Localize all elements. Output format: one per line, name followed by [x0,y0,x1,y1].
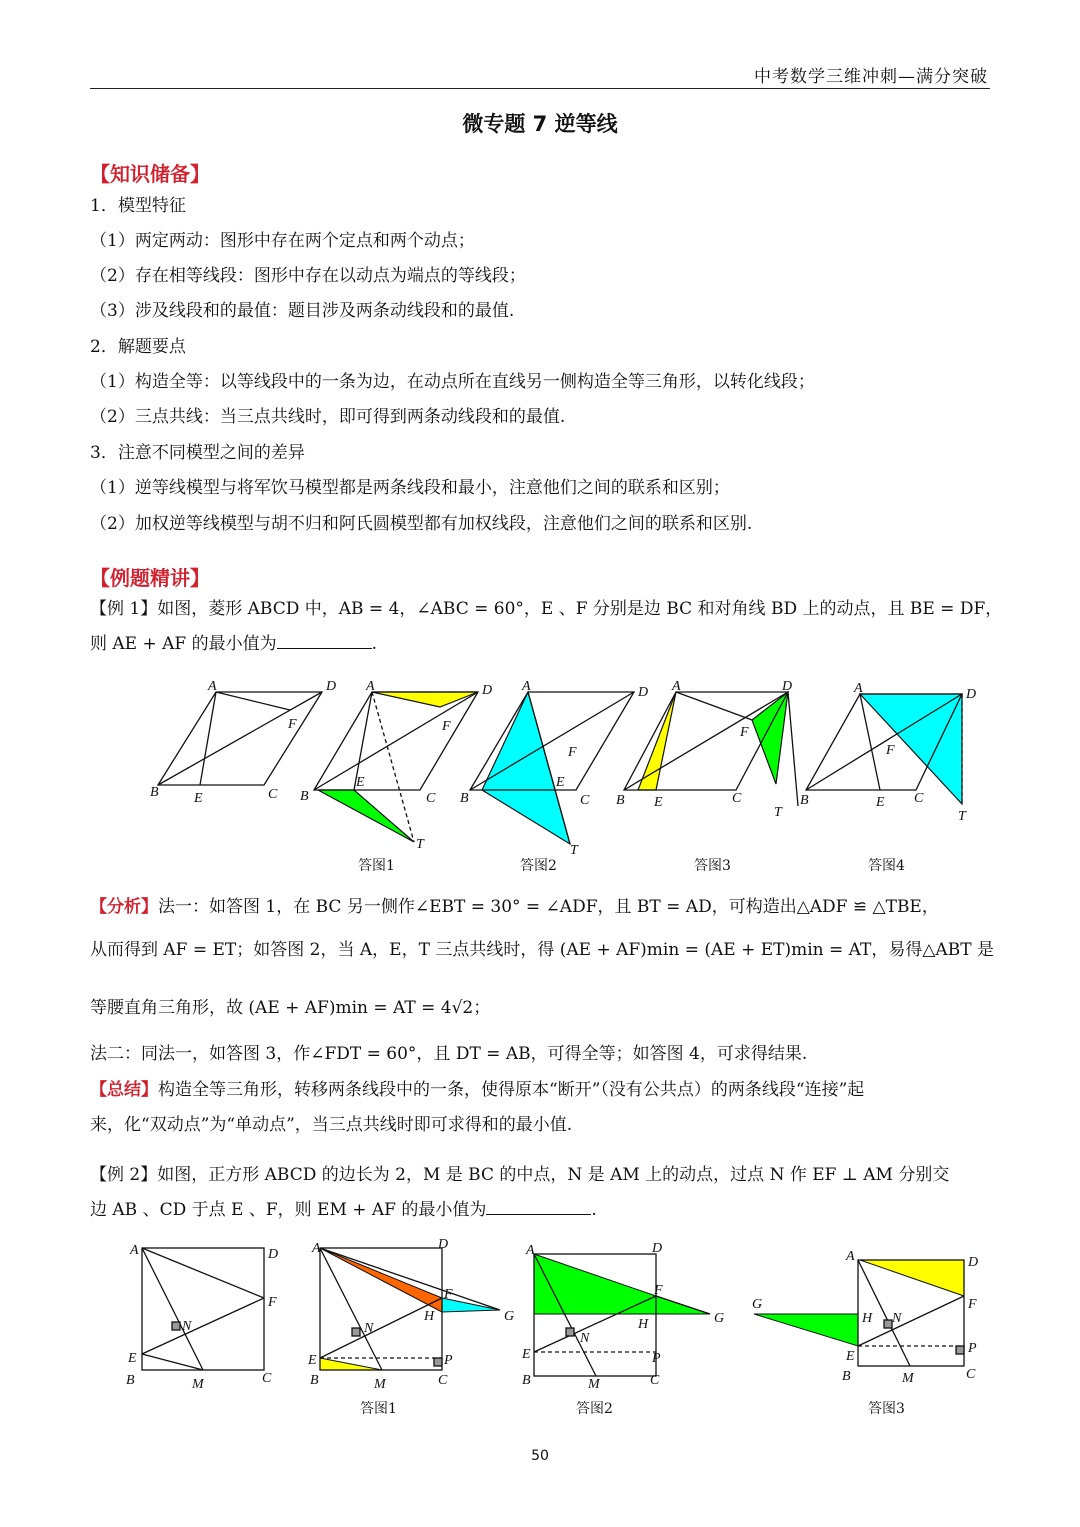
ex2f1-label-F: F [268,1295,277,1310]
ex1-figure-4 [624,692,798,806]
ex2-caption-2: 答图2 [576,1401,613,1417]
knowledge-line-2: （1）两定两动：图形中存在两个定点和两个动点； [90,231,475,251]
ex2f1-label-E: E [128,1351,137,1366]
ex1f1-label-D: D [326,679,337,694]
ex1f4-label-D: D [782,679,793,694]
ex1f5-label-C: C [914,791,924,806]
ex2f1-label-C: C [262,1371,272,1386]
ex2f2-label-M: M [374,1377,386,1392]
answer-blank-2 [486,1200,591,1215]
ex1f4-label-F: F [740,725,749,740]
ex1f4-label-B: B [616,793,625,808]
ex2-figure-4 [754,1260,964,1366]
ex2f4-label-M: M [902,1371,914,1386]
ex2f4-label-F: F [968,1297,977,1312]
analysis-line-3: 等腰直角三角形，故 (AE + AF)min = AT = 4√2； [90,998,491,1018]
ex2f1-label-M: M [192,1377,204,1392]
ex1-caption-3: 答图3 [694,858,731,874]
summary-line-2: 来，化“双动点”为“单动点”，当三点共线时即可求得和的最小值. [90,1115,573,1135]
section-heading-knowledge: 【知识储备】 [90,162,210,186]
ex2f2-label-F: F [444,1287,453,1302]
ex1f2-label-F: F [442,719,451,734]
ex2f2-label-E: E [308,1353,317,1368]
ex2f2-label-B: B [310,1373,319,1388]
page-title: 微专题 7 逆等线 [462,112,618,136]
ex1f4-label-T: T [774,805,782,820]
ex2f4-label-P: P [968,1341,977,1356]
ex2-figure-1 [142,1248,264,1370]
ex2f4-label-G: G [752,1297,763,1312]
ex2f2-label-A: A [312,1241,321,1256]
ex1f3-label-B: B [460,791,469,806]
ex2f2-label-H: H [424,1309,435,1324]
ex2-caption-1: 答图1 [360,1401,397,1417]
ex2f3-label-H: H [638,1317,649,1332]
knowledge-line-6: （1）构造全等：以等线段中的一条为边，在动点所在直线另一侧构造全等三角形，以转化线段； [90,372,815,392]
section-heading-examples: 【例题精讲】 [90,566,210,590]
ex1f3-label-T: T [570,843,578,858]
analysis-line-2: 从而得到 AF = ET；如答图 2，当 A，E，T 三点共线时，得 (AE + AF)min = (AE + ET)min = AT，易得△ABT 是 [90,940,994,960]
ex2f2-label-G: G [504,1309,515,1324]
header-rule [90,88,990,89]
ex1f2-label-E: E [356,775,365,790]
ex2f4-label-H: H [862,1311,873,1326]
ex1-figure-5 [806,694,962,804]
ex1f5-label-A: A [854,681,863,696]
ex2f2-label-D: D [438,1237,449,1252]
ex2f3-label-C: C [650,1373,660,1388]
ex2f4-label-C: C [966,1367,976,1382]
ex2f3-label-N: N [580,1331,590,1346]
ex1f3-label-E: E [556,775,565,790]
ex2f1-label-N: N [182,1319,192,1334]
ex1f2-label-B: B [300,789,309,804]
ex1f4-label-C: C [732,791,742,806]
ex2f3-label-G: G [714,1311,725,1326]
knowledge-line-8: 3．注意不同模型之间的差异 [90,443,305,463]
ex2f3-label-M: M [588,1377,600,1392]
ex2f3-label-D: D [652,1241,663,1256]
ex2f1-label-D: D [268,1247,279,1262]
ex2-figure-3 [534,1254,710,1376]
ex1f3-label-D: D [638,685,649,700]
ex2f4-label-D: D [968,1255,979,1270]
ex2f3-label-A: A [526,1243,535,1258]
analysis-line-1: 【分析】法一：如答图 1，在 BC 另一侧作∠EBT = 30° = ∠ADF，且 BT = AD，可构造出△ADF ≌ △TBE， [90,897,939,917]
example1-figures [140,672,1000,877]
knowledge-line-1: 1．模型特征 [90,196,186,216]
running-header: 中考数学三维冲刺—满分突破 [754,67,988,87]
example1-line-1: 【例 1】如图，菱形 ABCD 中，AB = 4，∠ABC = 60°，E 、F 分别是边 BC 和对角线 BD 上的动点，且 BE = DF， [90,599,1003,619]
ex1f5-label-F: F [886,743,895,758]
ex1-caption-2: 答图2 [520,858,557,874]
knowledge-line-3: （2）存在相等线段：图形中存在以动点为端点的等线段； [90,266,526,286]
ex2f1-label-B: B [126,1373,135,1388]
ex1f1-label-F: F [288,717,297,732]
example2-line-1: 【例 2】如图，正方形 ABCD 的边长为 2，M 是 BC 的中点，N 是 AM 上的动点，过点 N 作 EF ⊥ AM 分别交 [90,1165,950,1185]
answer-blank [277,634,372,649]
ex2f1-label-A: A [130,1243,139,1258]
ex1f1-label-E: E [194,791,203,806]
ex1f2-label-A: A [366,679,375,694]
ex1-figure-2 [314,692,478,842]
ex1f5-label-E: E [876,795,885,810]
ex2f4-label-N: N [892,1311,902,1326]
ex1f4-label-E: E [654,795,663,810]
page-number: 50 [531,1448,549,1464]
ex2-figure-2 [320,1248,500,1370]
example2-line-2: 边 AB 、CD 于点 E 、F，则 EM + AF 的最小值为 . [90,1200,597,1220]
ex2f2-label-N: N [364,1321,374,1336]
ex2f3-label-F: F [654,1283,663,1298]
ex2f3-label-P: P [652,1351,661,1366]
ex2f3-label-B: B [522,1373,531,1388]
ex2f2-label-P: P [444,1353,453,1368]
ex1f1-label-B: B [150,785,159,800]
knowledge-line-9: （1）逆等线模型与将军饮马模型都是两条线段和最小，注意他们之间的联系和区别； [90,478,730,498]
ex2f4-label-B: B [842,1369,851,1384]
ex1f2-label-C: C [426,791,436,806]
ex1f2-label-T: T [416,837,424,852]
ex2f4-label-E: E [846,1349,855,1364]
knowledge-line-5: 2．解题要点 [90,337,186,357]
example2-figures [120,1236,1000,1406]
ex1f3-label-C: C [580,793,590,808]
ex1f1-label-C: C [268,787,278,802]
knowledge-line-4: （3）涉及线段和的最值：题目涉及两条动线段和的最值. [90,301,515,321]
ex1f5-label-B: B [800,793,809,808]
ex1f3-label-F: F [568,745,577,760]
ex1f2-label-D: D [482,683,493,698]
ex2f3-label-E: E [522,1347,531,1362]
ex1-figure-3 [470,692,634,844]
ex1f1-label-A: A [208,679,217,694]
ex2f2-label-C: C [438,1373,448,1388]
analysis-line-4: 法二：同法一，如答图 3，作∠FDT = 60°，且 DT = AB，可得全等；如答图 4，可求得结果. [90,1044,808,1064]
ex1f4-label-A: A [672,679,681,694]
ex2f4-label-A: A [846,1249,855,1264]
knowledge-line-7: （2）三点共线：当三点共线时，即可得到两条动线段和的最值. [90,407,566,427]
ex2-caption-3: 答图3 [868,1401,905,1417]
knowledge-line-10: （2）加权逆等线模型与胡不归和阿氏圆模型都有加权线段，注意他们之间的联系和区别. [90,514,753,534]
ex1f3-label-A: A [522,679,531,694]
ex1-caption-1: 答图1 [358,858,395,874]
ex1-figure-1 [158,692,322,785]
ex1f5-label-T: T [958,809,966,824]
example1-line-2: 则 AE + AF 的最小值为 . [90,634,378,654]
ex1-caption-4: 答图4 [868,858,905,874]
ex1f5-label-D: D [966,687,977,702]
summary-line-1: 【总结】构造全等三角形，转移两条线段中的一条，使得原本“断开”（没有公共点）的两条线段“连接”起 [90,1080,865,1100]
